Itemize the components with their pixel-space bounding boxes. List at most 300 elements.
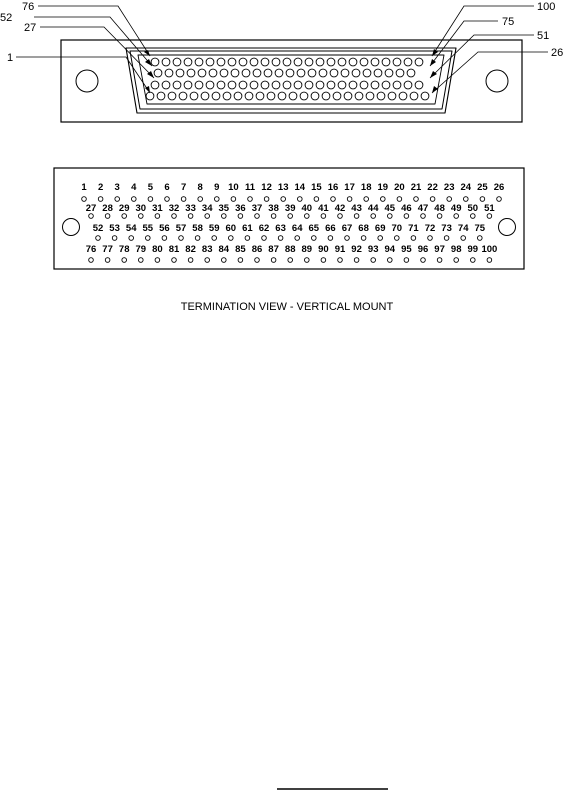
top-pin-hole <box>393 81 401 89</box>
top-pin-hole <box>151 58 159 66</box>
top-pin-hole <box>190 92 198 100</box>
termination-pin-hole <box>172 258 177 263</box>
pin-number-label: 91 <box>334 244 346 255</box>
pin-number-label: 61 <box>242 223 253 234</box>
top-pin-hole <box>272 81 280 89</box>
pin-number-label: 1 <box>81 182 87 193</box>
leader-1 <box>16 57 150 93</box>
pin-number-label: 26 <box>493 182 505 193</box>
top-pin-hole <box>393 58 401 66</box>
termination-pin-hole <box>328 236 333 241</box>
termination-pin-hole <box>155 214 160 219</box>
arrowhead-75 <box>430 59 436 66</box>
top-pin-hole <box>385 69 393 77</box>
termination-pin-hole <box>248 197 253 202</box>
pin-number-label: 69 <box>374 223 386 234</box>
pin-number-label: 55 <box>142 223 154 234</box>
pin-number-label: 9 <box>214 182 220 193</box>
leader-27 <box>40 27 154 78</box>
termination-pin-hole <box>480 197 485 202</box>
top-pin-field <box>146 58 429 100</box>
top-pin-hole <box>231 69 239 77</box>
top-pin-hole <box>245 92 253 100</box>
top-pin-hole <box>371 81 379 89</box>
pin-number-label: 43 <box>351 203 362 214</box>
top-pin-hole <box>388 92 396 100</box>
termination-pin-hole <box>122 258 127 263</box>
top-pin-hole <box>352 69 360 77</box>
pin-number-label: 89 <box>301 244 313 255</box>
pin-number-label: 25 <box>477 182 488 193</box>
termination-pin-hole <box>281 197 286 202</box>
termination-pin-hole <box>188 214 193 219</box>
termination-pin-hole <box>278 236 283 241</box>
top-pin-hole <box>201 92 209 100</box>
term-right-mounting-hole <box>499 219 516 236</box>
termination-view <box>54 168 524 269</box>
pin-number-label: 82 <box>185 244 196 255</box>
top-pin-hole <box>316 58 324 66</box>
top-pin-hole <box>195 58 203 66</box>
top-pin-hole <box>250 81 258 89</box>
termination-pin-hole <box>497 197 502 202</box>
pin-number-label: 73 <box>441 223 452 234</box>
pin-number-label: 24 <box>460 182 472 193</box>
top-pin-hole <box>239 58 247 66</box>
top-pin-hole <box>176 69 184 77</box>
top-right-mounting-hole <box>486 70 508 92</box>
callout-100: 100 <box>537 1 556 13</box>
pin-number-label: 50 <box>467 203 479 214</box>
termination-pin-hole <box>262 236 267 241</box>
top-pin-hole <box>220 69 228 77</box>
top-pin-hole <box>250 58 258 66</box>
termination-pin-hole <box>388 258 393 263</box>
termination-pin-hole <box>229 236 234 241</box>
top-pin-hole <box>184 81 192 89</box>
pin-number-label: 47 <box>417 203 429 214</box>
pin-number-label: 45 <box>384 203 396 214</box>
pin-number-label: 76 <box>85 244 97 255</box>
pin-number-label: 71 <box>408 223 419 234</box>
termination-pin-hole <box>338 258 343 263</box>
termination-pin-hole <box>428 236 433 241</box>
termination-pin-hole <box>179 236 184 241</box>
top-pin-hole <box>261 58 269 66</box>
pin-number-label: 6 <box>164 182 170 193</box>
termination-pin-hole <box>378 236 383 241</box>
top-pin-hole <box>242 69 250 77</box>
pin-number-label: 44 <box>367 203 379 214</box>
pin-number-label: 53 <box>109 223 120 234</box>
top-pin-hole <box>297 69 305 77</box>
top-pin-hole <box>162 58 170 66</box>
termination-pin-hole <box>381 197 386 202</box>
top-pin-hole <box>283 81 291 89</box>
pin-number-label: 70 <box>391 223 403 234</box>
top-pin-hole <box>305 58 313 66</box>
termination-pin-field <box>81 182 504 262</box>
termination-pin-hole <box>215 197 220 202</box>
termination-pin-hole <box>404 258 409 263</box>
termination-pin-hole <box>354 258 359 263</box>
pin-number-label: 66 <box>325 223 336 234</box>
top-pin-hole <box>162 81 170 89</box>
pin-number-label: 96 <box>417 244 429 255</box>
termination-pin-hole <box>361 236 366 241</box>
pin-number-label: 51 <box>484 203 495 214</box>
termination-pin-hole <box>437 214 442 219</box>
pin-number-label: 16 <box>327 182 339 193</box>
top-pin-hole <box>198 69 206 77</box>
top-pin-hole <box>363 69 371 77</box>
top-pin-hole <box>267 92 275 100</box>
term-left-mounting-hole <box>63 219 80 236</box>
termination-pin-hole <box>371 258 376 263</box>
top-pin-hole <box>173 81 181 89</box>
termination-pin-hole <box>231 197 236 202</box>
termination-pin-hole <box>212 236 217 241</box>
termination-pin-hole <box>371 214 376 219</box>
top-pin-hole <box>311 92 319 100</box>
top-pin-hole <box>294 81 302 89</box>
pin-number-label: 90 <box>318 244 329 255</box>
top-pin-hole <box>366 92 374 100</box>
termination-pin-hole <box>461 236 466 241</box>
top-pin-hole <box>179 92 187 100</box>
pin-number-label: 57 <box>175 223 187 234</box>
pin-number-label: 41 <box>318 203 329 214</box>
top-pin-hole <box>168 92 176 100</box>
top-pin-hole <box>286 69 294 77</box>
pin-number-label: 81 <box>168 244 180 255</box>
top-pin-hole <box>283 58 291 66</box>
termination-pin-hole <box>271 214 276 219</box>
top-pin-hole <box>382 58 390 66</box>
termination-pin-hole <box>96 236 101 241</box>
termination-pin-hole <box>487 258 492 263</box>
top-pin-hole <box>206 58 214 66</box>
top-pin-hole <box>415 81 423 89</box>
top-pin-hole <box>228 58 236 66</box>
top-pin-hole <box>261 81 269 89</box>
pin-number-label: 84 <box>218 244 230 255</box>
top-pin-hole <box>327 58 335 66</box>
termination-pin-hole <box>172 214 177 219</box>
top-pin-hole <box>223 92 231 100</box>
top-pin-hole <box>360 81 368 89</box>
termination-pin-hole <box>115 197 120 202</box>
top-pin-hole <box>165 69 173 77</box>
termination-pin-hole <box>205 258 210 263</box>
termination-pin-hole <box>288 258 293 263</box>
termination-pin-hole <box>295 236 300 241</box>
top-pin-hole <box>316 81 324 89</box>
termination-pin-hole <box>454 214 459 219</box>
termination-pin-hole <box>255 258 260 263</box>
termination-pin-hole <box>345 236 350 241</box>
termination-pin-hole <box>112 236 117 241</box>
pin-number-label: 88 <box>284 244 296 255</box>
top-pin-hole <box>327 81 335 89</box>
top-pin-hole <box>212 92 220 100</box>
termination-pin-hole <box>314 197 319 202</box>
leader-51 <box>430 35 534 78</box>
pin-number-label: 54 <box>125 223 137 234</box>
top-pin-hole <box>344 92 352 100</box>
pin-number-label: 99 <box>467 244 479 255</box>
pin-number-label: 64 <box>291 223 303 234</box>
top-pin-hole <box>146 92 154 100</box>
pin-number-label: 7 <box>180 182 187 193</box>
termination-pin-hole <box>347 197 352 202</box>
callout-52: 52 <box>0 12 13 24</box>
top-pin-hole <box>289 92 297 100</box>
pin-number-label: 31 <box>152 203 163 214</box>
pin-number-label: 79 <box>135 244 147 255</box>
top-pin-hole <box>360 58 368 66</box>
termination-pin-hole <box>437 258 442 263</box>
pin-number-label: 56 <box>159 223 170 234</box>
pin-number-label: 100 <box>481 244 498 255</box>
termination-pin-hole <box>411 236 416 241</box>
pin-number-label: 97 <box>434 244 445 255</box>
termination-pin-hole <box>238 258 243 263</box>
pin-number-label: 15 <box>311 182 322 193</box>
pin-number-label: 3 <box>114 182 120 193</box>
callout-51: 51 <box>537 30 550 42</box>
termination-pin-hole <box>471 258 476 263</box>
pin-number-label: 42 <box>334 203 346 214</box>
termination-pin-hole <box>395 236 400 241</box>
connector-top-view <box>0 1 563 122</box>
pin-number-label: 34 <box>201 203 213 214</box>
termination-pin-hole <box>105 258 110 263</box>
termination-pin-hole <box>464 197 469 202</box>
pin-number-label: 49 <box>450 203 462 214</box>
top-pin-hole <box>154 69 162 77</box>
pin-number-label: 23 <box>443 182 455 193</box>
pin-number-label: 87 <box>268 244 279 255</box>
termination-pin-hole <box>321 214 326 219</box>
pin-number-label: 2 <box>97 182 104 193</box>
shell-middle <box>130 51 452 109</box>
termination-pin-hole <box>195 236 200 241</box>
top-pin-hole <box>275 69 283 77</box>
top-pin-hole <box>264 69 272 77</box>
termination-pin-hole <box>404 214 409 219</box>
pin-number-label: 40 <box>301 203 313 214</box>
pin-number-label: 14 <box>294 182 306 193</box>
top-pin-hole <box>371 58 379 66</box>
top-pin-hole <box>404 81 412 89</box>
termination-pin-hole <box>331 197 336 202</box>
top-pin-hole <box>349 81 357 89</box>
top-pin-hole <box>228 81 236 89</box>
termination-pin-hole <box>245 236 250 241</box>
termination-pin-hole <box>471 214 476 219</box>
top-pin-hole <box>396 69 404 77</box>
pin-number-label: 62 <box>258 223 270 234</box>
top-pin-hole <box>305 81 313 89</box>
termination-pin-hole <box>105 214 110 219</box>
termination-pin-hole <box>132 197 137 202</box>
termination-pin-hole <box>181 197 186 202</box>
top-pin-hole <box>341 69 349 77</box>
pin-number-label: 74 <box>457 223 469 234</box>
pin-number-label: 12 <box>261 182 272 193</box>
top-pin-hole <box>349 58 357 66</box>
termination-pin-hole <box>89 258 94 263</box>
callout-leaders <box>16 6 548 93</box>
termination-pin-hole <box>139 214 144 219</box>
top-pin-hole <box>253 69 261 77</box>
termination-pin-hole <box>444 236 449 241</box>
pin-number-label: 28 <box>102 203 113 214</box>
termination-pin-hole <box>430 197 435 202</box>
leader-52 <box>34 17 152 66</box>
termination-pin-hole <box>288 214 293 219</box>
pin-number-label: 46 <box>401 203 412 214</box>
top-pin-hole <box>151 81 159 89</box>
top-pin-hole <box>333 92 341 100</box>
pin-number-label: 21 <box>410 182 422 193</box>
termination-pin-hole <box>222 258 227 263</box>
top-pin-hole <box>382 81 390 89</box>
callout-76: 76 <box>22 1 35 13</box>
pin-number-label: 11 <box>244 182 256 193</box>
termination-pin-hole <box>354 214 359 219</box>
pin-number-label: 48 <box>434 203 445 214</box>
termination-pin-hole <box>98 197 103 202</box>
pin-number-label: 27 <box>85 203 97 214</box>
pin-number-label: 78 <box>118 244 130 255</box>
pin-number-label: 85 <box>235 244 246 255</box>
top-pin-hole <box>415 58 423 66</box>
pin-number-label: 10 <box>228 182 239 193</box>
pin-number-label: 72 <box>424 223 436 234</box>
termination-pin-hole <box>421 258 426 263</box>
top-pin-hole <box>173 58 181 66</box>
top-pin-hole <box>256 92 264 100</box>
top-pin-hole <box>195 81 203 89</box>
pin-number-label: 92 <box>351 244 362 255</box>
pin-number-label: 33 <box>185 203 196 214</box>
top-left-mounting-hole <box>76 70 98 92</box>
top-pin-hole <box>300 92 308 100</box>
termination-pin-hole <box>414 197 419 202</box>
termination-pin-hole <box>139 258 144 263</box>
termination-pin-hole <box>447 197 452 202</box>
termination-pin-hole <box>129 236 134 241</box>
top-pin-hole <box>338 58 346 66</box>
termination-pin-hole <box>321 258 326 263</box>
pin-number-label: 35 <box>218 203 230 214</box>
pin-number-label: 98 <box>450 244 462 255</box>
pin-number-label: 67 <box>341 223 353 234</box>
pin-number-label: 68 <box>358 223 369 234</box>
top-pin-hole <box>294 58 302 66</box>
termination-pin-hole <box>298 197 303 202</box>
top-pin-hole <box>404 58 412 66</box>
pin-number-label: 37 <box>251 203 263 214</box>
pin-number-label: 39 <box>284 203 296 214</box>
termination-pin-hole <box>148 197 153 202</box>
pin-number-label: 30 <box>135 203 147 214</box>
termination-pin-hole <box>338 214 343 219</box>
top-pin-hole <box>330 69 338 77</box>
termination-pin-hole <box>155 258 160 263</box>
top-pin-hole <box>399 92 407 100</box>
pin-number-label: 95 <box>401 244 412 255</box>
top-pin-hole <box>272 58 280 66</box>
termination-pin-hole <box>89 214 94 219</box>
top-pin-hole <box>217 58 225 66</box>
top-pin-hole <box>308 69 316 77</box>
termination-pin-hole <box>305 214 310 219</box>
pin-number-label: 63 <box>275 223 286 234</box>
pin-number-label: 60 <box>225 223 237 234</box>
pin-number-label: 32 <box>168 203 180 214</box>
top-pin-hole <box>239 81 247 89</box>
pin-number-label: 17 <box>344 182 355 193</box>
termination-pin-hole <box>198 197 203 202</box>
pin-number-label: 5 <box>147 182 154 193</box>
figure-caption: TERMINATION VIEW - VERTICAL MOUNT <box>180 301 394 313</box>
pin-number-label: 22 <box>427 182 438 193</box>
termination-pin-hole <box>478 236 483 241</box>
termination-pin-hole <box>264 197 269 202</box>
callout-27: 27 <box>24 22 37 34</box>
pin-number-label: 65 <box>308 223 320 234</box>
termination-pin-hole <box>222 214 227 219</box>
pin-number-label: 83 <box>201 244 213 255</box>
top-pin-hole <box>421 92 429 100</box>
pin-number-label: 18 <box>360 182 372 193</box>
termination-pin-hole <box>122 214 127 219</box>
top-pin-hole <box>278 92 286 100</box>
callout-75: 75 <box>502 16 515 28</box>
pin-number-label: 38 <box>268 203 279 214</box>
termination-pin-hole <box>305 258 310 263</box>
top-pin-hole <box>322 92 330 100</box>
termination-pin-hole <box>271 258 276 263</box>
termination-pin-hole <box>162 236 167 241</box>
shell-outer <box>126 48 456 113</box>
termination-pin-hole <box>388 214 393 219</box>
top-pin-hole <box>209 69 217 77</box>
pin-number-label: 36 <box>235 203 246 214</box>
termination-pin-hole <box>82 197 87 202</box>
top-pin-hole <box>374 69 382 77</box>
termination-pin-hole <box>146 236 151 241</box>
pin-number-label: 8 <box>197 182 203 193</box>
termination-pin-hole <box>364 197 369 202</box>
termination-pin-hole <box>205 214 210 219</box>
top-pin-hole <box>410 92 418 100</box>
top-pin-hole <box>407 69 415 77</box>
pin-number-label: 77 <box>102 244 113 255</box>
pin-number-label: 13 <box>277 182 289 193</box>
callout-26: 26 <box>551 47 564 59</box>
pin-number-label: 86 <box>251 244 263 255</box>
top-pin-hole <box>217 81 225 89</box>
top-pin-hole <box>234 92 242 100</box>
pin-number-label: 94 <box>384 244 396 255</box>
termination-pin-hole <box>312 236 317 241</box>
termination-pin-hole <box>238 214 243 219</box>
termination-pin-hole <box>421 214 426 219</box>
